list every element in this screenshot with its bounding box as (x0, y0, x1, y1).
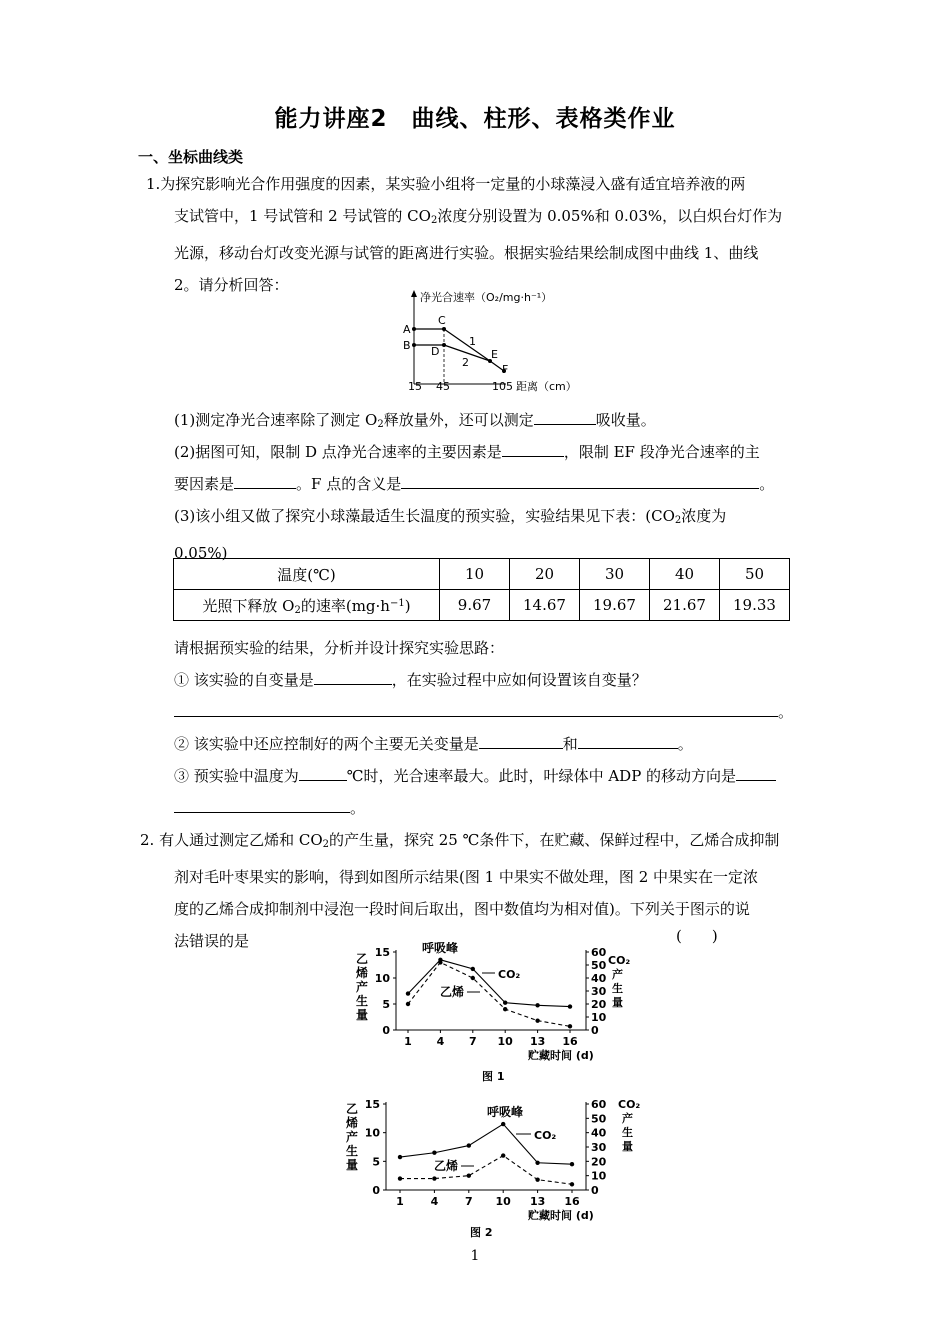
point-label-e: E (491, 348, 498, 361)
ethylene-point (438, 960, 442, 964)
x-tick-label: 4 (430, 1195, 439, 1208)
right-tick-label: 0 (591, 1184, 599, 1197)
ethylene-point (503, 1007, 507, 1011)
table-cell: 19.33 (720, 590, 790, 621)
curve-label-2: 2 (462, 356, 469, 369)
page-title: 能力讲座2 曲线、柱形、表格类作业 (274, 106, 676, 132)
ethylene-point (398, 1176, 402, 1180)
table-cell: 21.67 (650, 590, 720, 621)
respiration-peak-label: 呼吸峰 (487, 1105, 524, 1119)
legend-ethylene: 乙烯 (434, 1159, 459, 1173)
answer-blank[interactable] (736, 766, 776, 781)
point-label-d: D (431, 345, 440, 358)
ethylene-series-line (408, 962, 570, 1026)
sub-question-1: (1)测定净光合速率除了测定 $O_2$释放量外，还可以测定 吸收量。 (174, 411, 656, 430)
svg-text:CO₂: CO₂ (608, 954, 631, 967)
answer-blank[interactable] (299, 766, 347, 781)
x-tick-label: 10 (497, 1035, 513, 1048)
answer-blank[interactable] (174, 798, 350, 813)
x-tick-label: 7 (464, 1195, 473, 1208)
right-tick-label: 0 (591, 1024, 599, 1037)
answer-blank[interactable] (502, 442, 564, 457)
right-tick-label: 30 (591, 985, 607, 998)
svg-text:烯: 烯 (346, 1116, 359, 1130)
left-tick-label: 5 (382, 998, 390, 1011)
q1-line-4: 2。请分析回答： (174, 276, 289, 294)
question-2-stem: 2. 有人通过测定乙烯和 $CO_2$的产生量，探究 25 ℃条件下，在贮藏、保鲜过程中，乙烯合成抑制 剂对毛叶枣果实的影响，得到如图所示结果(图 1 中果实不做处理，图 2 中果实在一定浓 度的乙烯合成抑制剂中浸泡一段时间后取出，图中数值均为相对值)。下列关于图示的说 法错误的是 (140, 831, 780, 950)
answer-blank[interactable] (479, 734, 563, 749)
answer-blank[interactable] (534, 410, 596, 425)
answer-blank[interactable] (401, 474, 759, 489)
right-tick-label: 60 (591, 946, 607, 959)
point-label-c: C (438, 314, 446, 327)
ethylene-point (535, 1018, 539, 1022)
table-row (174, 559, 790, 590)
svg-text:产: 产 (612, 968, 623, 981)
x-tick-105: 105 (492, 380, 513, 393)
co2-point (535, 1003, 539, 1007)
figure-caption: 图 2 (470, 1226, 493, 1239)
ethylene-point (568, 1024, 572, 1028)
sub-question-2: (2)据图可知，限制 D 点净光合速率的主要因素是 ，限制 EF 段净光合速率的主 要因素是 。F 点的含义是 。 (174, 443, 775, 493)
answer-blank[interactable] (174, 702, 778, 717)
question-1-stem (146, 168, 812, 301)
figure-caption: 图 1 (482, 1070, 505, 1083)
sub-question-3: (3)该小组又做了探究小球藻最适生长温度的预实验，实验结果见下表：($CO_2$浓度为 0.05%) (174, 507, 727, 562)
x-axis-label: 贮藏时间 (d) (528, 1209, 594, 1222)
svg-text:产: 产 (622, 1112, 633, 1125)
curve-label-1: 1 (469, 335, 476, 348)
answer-parentheses[interactable]: ( ) (676, 927, 718, 945)
item-3: ③ 预实验中温度为 ℃时，光合速率最大。此时，叶绿体中 ADP 的移动方向是 。 (174, 760, 814, 824)
legend-co2: CO₂ (498, 968, 521, 981)
right-axis-label (608, 954, 630, 1009)
figure-1-chart (340, 942, 650, 1086)
table-cell: 40 (650, 559, 720, 590)
q1-line-2: 支试管中，1 号试管和 2 号试管的 $CO_2$浓度分别设置为 0.05%和 0.03%，以白炽台灯作为 (174, 207, 783, 226)
legend-co2: CO₂ (534, 1129, 557, 1142)
right-tick-label: 20 (591, 1155, 607, 1169)
thinking-prompt: 请根据预实验的结果，分析并设计探究实验思路： (174, 639, 505, 657)
table-header: 光照下释放 $O_2$的速率$(mg\cdot h^{-1})$ (174, 590, 440, 621)
table-cell: 50 (720, 559, 790, 590)
right-tick-label: 40 (591, 972, 607, 985)
table-cell: 19.67 (580, 590, 650, 621)
co2-point (398, 1155, 402, 1159)
x-tick-label: 1 (396, 1195, 404, 1208)
co2-point (501, 1122, 505, 1126)
x-tick-label: 1 (404, 1035, 412, 1048)
y-tick-b: B (403, 339, 411, 352)
q1-line-3: 光源，移动台灯改变光源与试管的距离进行实验。根据实验结果绘制成图中曲线 1、曲线 (174, 244, 759, 262)
svg-text:量: 量 (346, 1158, 359, 1172)
right-tick-label: 10 (591, 1011, 607, 1024)
co2-point (406, 991, 410, 995)
legend-ethylene: 乙烯 (440, 985, 465, 999)
item-2: ② 该实验中还应控制好的两个主要无关变量是 和 。 (174, 735, 693, 753)
answer-blank[interactable] (578, 734, 678, 749)
page-number: 1 (470, 1248, 480, 1264)
svg-text:产: 产 (356, 980, 369, 994)
right-tick-label: 60 (591, 1098, 607, 1111)
ethylene-series-line (400, 1156, 572, 1185)
temperature-table (173, 558, 790, 621)
co2-point (471, 967, 475, 971)
right-tick-label: 20 (591, 998, 607, 1011)
svg-text:烯: 烯 (356, 966, 369, 980)
svg-text:量: 量 (612, 996, 623, 1009)
x-tick-label: 13 (529, 1195, 546, 1208)
x-tick-45: 45 (436, 380, 450, 393)
left-tick-label: 0 (382, 1024, 390, 1037)
table-header: 温度(℃) (174, 559, 440, 590)
svg-text:生: 生 (346, 1144, 359, 1158)
left-tick-label: 15 (374, 946, 390, 959)
left-tick-label: 15 (364, 1098, 380, 1111)
co2-point (467, 1143, 471, 1147)
respiration-peak-label: 呼吸峰 (422, 942, 459, 955)
left-tick-label: 10 (364, 1126, 380, 1140)
y-tick-a: A (403, 323, 411, 336)
left-axis-label (355, 952, 368, 1022)
svg-text:生: 生 (356, 994, 369, 1008)
co2-point (570, 1162, 574, 1166)
svg-text:生: 生 (622, 1126, 633, 1139)
co2-series-line (408, 960, 570, 1007)
y-axis-label: 净光合速率（O₂/mg·h⁻¹） (420, 291, 553, 304)
right-axis-label (618, 1098, 640, 1153)
right-tick-label: 30 (591, 1141, 607, 1154)
x-tick-label: 16 (562, 1035, 578, 1048)
table-row (174, 590, 790, 621)
right-tick-label: 10 (591, 1169, 607, 1183)
left-axis-label (345, 1102, 358, 1172)
x-tick-label: 4 (436, 1035, 445, 1048)
table-cell: 9.67 (440, 590, 510, 621)
x-tick-label: 10 (495, 1195, 511, 1208)
answer-blank[interactable] (314, 670, 392, 685)
x-axis-label: 距离（cm） (516, 380, 577, 393)
co2-point (568, 1004, 572, 1008)
figure-2-chart (340, 1092, 650, 1242)
svg-text:乙: 乙 (346, 1102, 359, 1116)
x-tick-15: 15 (408, 380, 422, 393)
right-tick-label: 50 (591, 959, 607, 972)
point-label-f: F (502, 363, 509, 376)
co2-point (535, 1161, 539, 1165)
svg-text:量: 量 (356, 1008, 369, 1022)
ethylene-point (432, 1176, 436, 1180)
left-tick-label: 10 (374, 972, 390, 985)
item-1: ① 该实验的自变量是 ，在实验过程中应如何设置该自变量？ 。 (174, 671, 794, 721)
left-tick-label: 5 (372, 1155, 380, 1169)
co2-point (432, 1151, 436, 1155)
ethylene-point (570, 1182, 574, 1186)
distance-chart (398, 288, 598, 396)
answer-blank[interactable] (234, 474, 296, 489)
left-tick-label: 0 (372, 1184, 380, 1197)
svg-text:CO₂: CO₂ (618, 1098, 641, 1111)
right-tick-label: 40 (591, 1126, 607, 1140)
x-axis-label: 贮藏时间 (d) (528, 1049, 594, 1062)
svg-text:乙: 乙 (356, 952, 369, 966)
svg-text:量: 量 (622, 1140, 633, 1153)
ethylene-point (467, 1173, 471, 1177)
table-cell: 30 (580, 559, 650, 590)
x-tick-label: 13 (529, 1035, 546, 1048)
svg-text:生: 生 (612, 982, 623, 995)
right-tick-label: 50 (591, 1112, 607, 1126)
svg-text:产: 产 (346, 1130, 359, 1144)
ethylene-point (501, 1153, 505, 1157)
table-cell: 20 (510, 559, 580, 590)
co2-point (503, 1001, 507, 1005)
x-tick-label: 16 (564, 1195, 580, 1208)
section-heading: 一、坐标曲线类 (138, 148, 244, 166)
ethylene-point (535, 1177, 539, 1181)
q1-line-1: 1.为探究影响光合作用强度的因素，某实验小组将一定量的小球藻浸入盛有适宜培养液的两 (146, 175, 746, 193)
table-cell: 10 (440, 559, 510, 590)
ethylene-point (406, 1002, 410, 1006)
ethylene-point (471, 976, 475, 980)
table-cell: 14.67 (510, 590, 580, 621)
x-tick-label: 7 (468, 1035, 477, 1048)
